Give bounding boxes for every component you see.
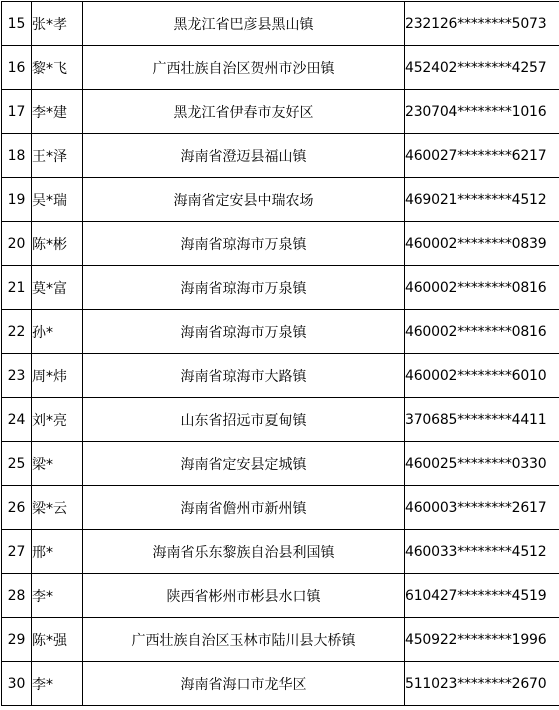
person-name-cell: 李*建	[32, 90, 83, 134]
id-number-cell: 370685********4411	[405, 398, 559, 442]
address-cell: 广西壮族自治区玉林市陆川县大桥镇	[83, 618, 405, 662]
address-cell: 山东省招远市夏甸镇	[83, 398, 405, 442]
row-number-cell: 24	[2, 398, 32, 442]
address-cell: 陕西省彬州市彬县水口镇	[83, 574, 405, 618]
id-number-cell: 460033********4512	[405, 530, 559, 574]
id-number-cell: 610427********4519	[405, 574, 559, 618]
row-number-cell: 18	[2, 134, 32, 178]
id-number-cell: 460002********6010	[405, 354, 559, 398]
person-name-cell: 刘*亮	[32, 398, 83, 442]
table-row	[2, 618, 559, 662]
row-number-cell: 15	[2, 2, 32, 46]
address-cell: 海南省琼海市大路镇	[83, 354, 405, 398]
address-cell: 广西壮族自治区贺州市沙田镇	[83, 46, 405, 90]
id-number-cell: 460027********6217	[405, 134, 559, 178]
address-cell: 海南省儋州市新州镇	[83, 486, 405, 530]
id-number-cell: 460002********0839	[405, 222, 559, 266]
id-number-cell: 452402********4257	[405, 46, 559, 90]
table-row	[2, 662, 559, 706]
person-name-cell: 张*孝	[32, 2, 83, 46]
person-name-cell: 王*泽	[32, 134, 83, 178]
address-cell: 海南省定安县定城镇	[83, 442, 405, 486]
row-number-cell: 23	[2, 354, 32, 398]
table-row	[2, 222, 559, 266]
address-cell: 海南省琼海市万泉镇	[83, 310, 405, 354]
row-number-cell: 30	[2, 662, 32, 706]
table-row	[2, 354, 559, 398]
row-number-cell: 26	[2, 486, 32, 530]
table-row	[2, 442, 559, 486]
row-number-cell: 25	[2, 442, 32, 486]
row-number-cell: 28	[2, 574, 32, 618]
table-row	[2, 266, 559, 310]
row-number-cell: 21	[2, 266, 32, 310]
table-row	[2, 310, 559, 354]
person-name-cell: 莫*富	[32, 266, 83, 310]
id-number-cell: 460003********2617	[405, 486, 559, 530]
address-cell: 黑龙江省伊春市友好区	[83, 90, 405, 134]
id-number-cell: 460025********0330	[405, 442, 559, 486]
table-row	[2, 486, 559, 530]
table-row	[2, 2, 559, 46]
person-name-cell: 梁*云	[32, 486, 83, 530]
id-number-cell: 511023********2670	[405, 662, 559, 706]
person-name-cell: 李*	[32, 574, 83, 618]
table-row	[2, 398, 559, 442]
person-name-cell: 周*炜	[32, 354, 83, 398]
person-name-cell: 孙*	[32, 310, 83, 354]
row-number-cell: 20	[2, 222, 32, 266]
table-row	[2, 574, 559, 618]
roster-table	[1, 1, 559, 706]
id-number-cell: 230704********1016	[405, 90, 559, 134]
row-number-cell: 22	[2, 310, 32, 354]
table-row	[2, 90, 559, 134]
address-cell: 海南省海口市龙华区	[83, 662, 405, 706]
address-cell: 海南省澄迈县福山镇	[83, 134, 405, 178]
id-number-cell: 460002********0816	[405, 310, 559, 354]
id-number-cell: 450922********1996	[405, 618, 559, 662]
row-number-cell: 17	[2, 90, 32, 134]
person-name-cell: 吴*瑞	[32, 178, 83, 222]
person-name-cell: 陈*彬	[32, 222, 83, 266]
table-row	[2, 178, 559, 222]
person-name-cell: 陈*强	[32, 618, 83, 662]
id-number-cell: 469021********4512	[405, 178, 559, 222]
person-name-cell: 李*	[32, 662, 83, 706]
roster-body	[2, 2, 559, 706]
id-number-cell: 232126********5073	[405, 2, 559, 46]
person-name-cell: 黎*飞	[32, 46, 83, 90]
address-cell: 海南省乐东黎族自治县利国镇	[83, 530, 405, 574]
person-name-cell: 邢*	[32, 530, 83, 574]
address-cell: 黑龙江省巴彦县黑山镇	[83, 2, 405, 46]
table-row	[2, 530, 559, 574]
person-name-cell: 梁*	[32, 442, 83, 486]
row-number-cell: 19	[2, 178, 32, 222]
address-cell: 海南省琼海市万泉镇	[83, 222, 405, 266]
row-number-cell: 16	[2, 46, 32, 90]
table-row	[2, 46, 559, 90]
address-cell: 海南省琼海市万泉镇	[83, 266, 405, 310]
address-cell: 海南省定安县中瑞农场	[83, 178, 405, 222]
row-number-cell: 27	[2, 530, 32, 574]
id-number-cell: 460002********0816	[405, 266, 559, 310]
row-number-cell: 29	[2, 618, 32, 662]
table-row	[2, 134, 559, 178]
